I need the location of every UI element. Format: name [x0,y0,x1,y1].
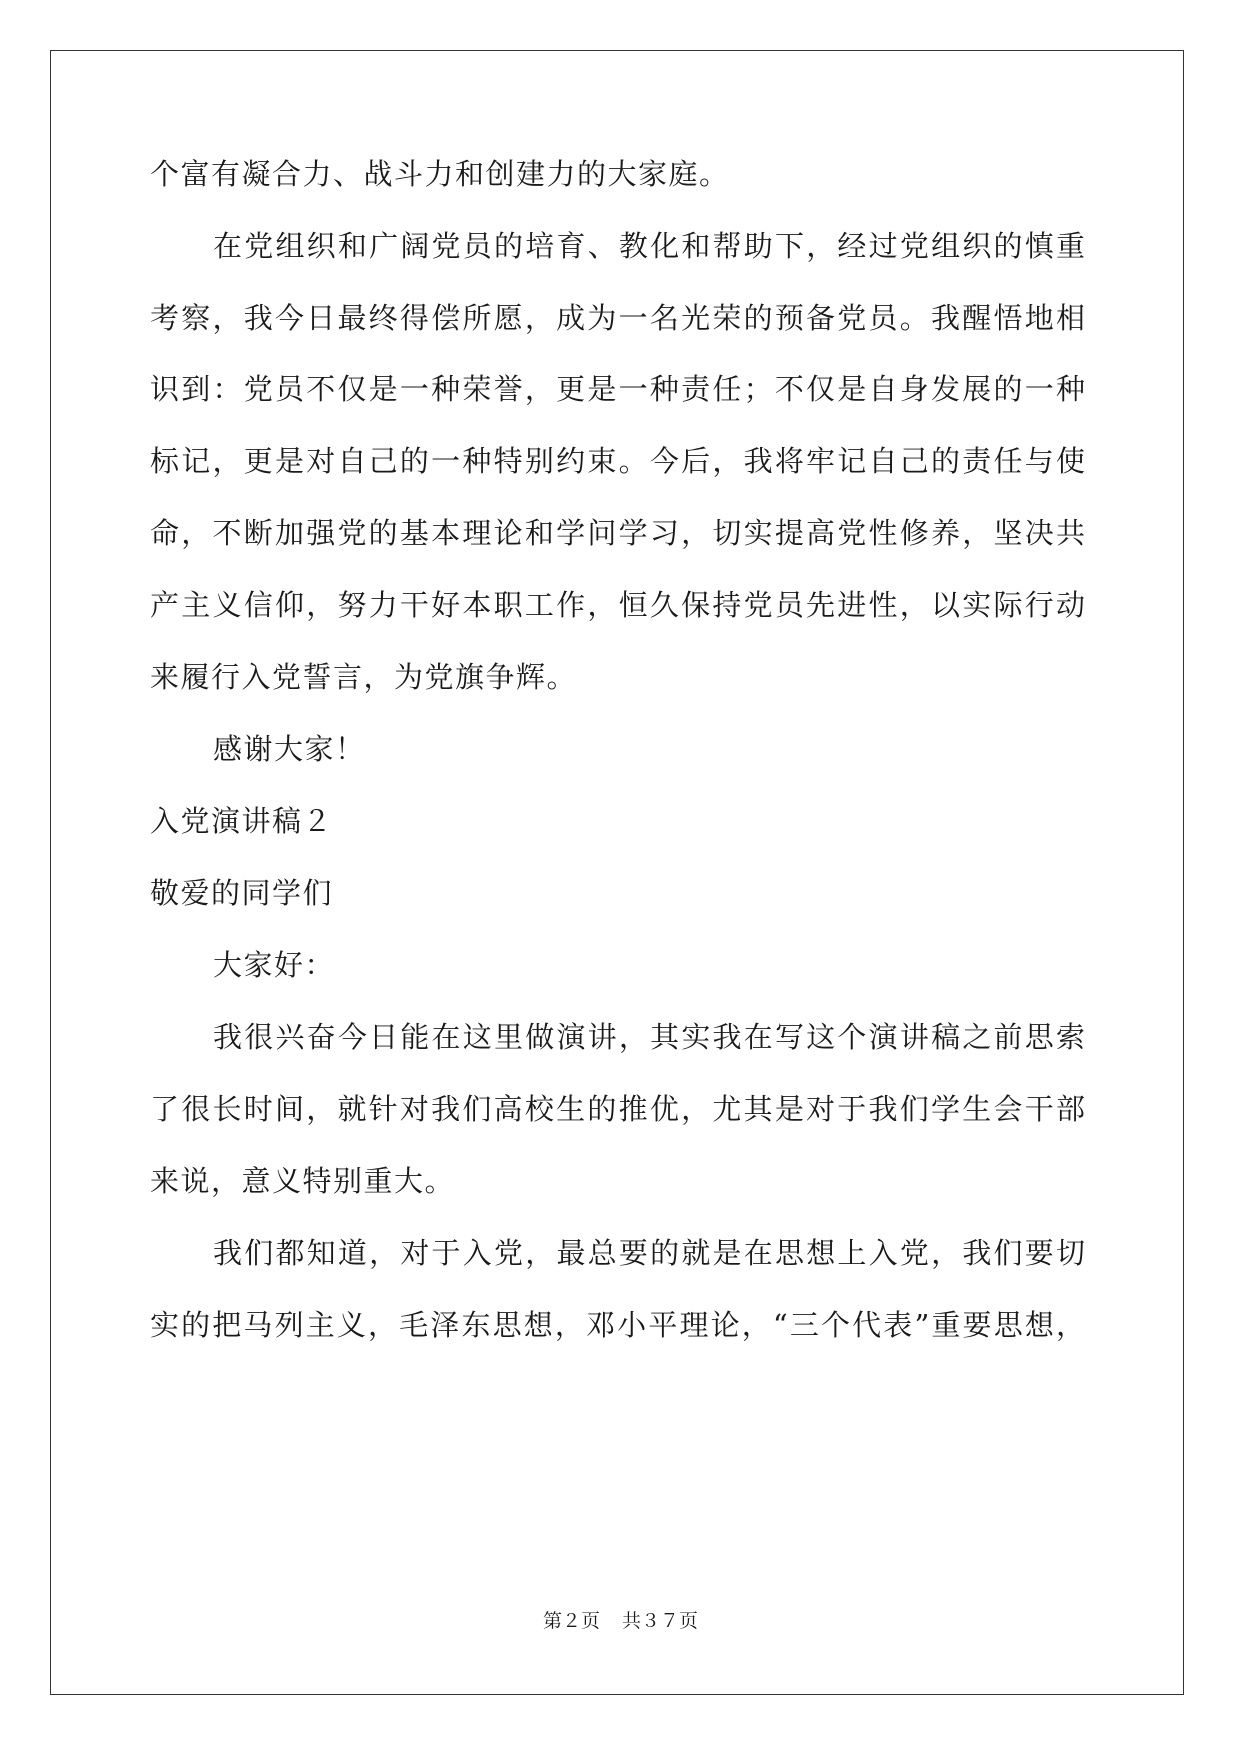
page-number: 第２页 [542,1610,600,1632]
text-line: 来说，意义特别重大。 [150,1164,456,1198]
paragraph-first-line: 在党组织和广阔党员的培育、教化和帮助下，经过党组织的慎重 [213,229,1085,263]
text-line: 产主义信仰，努力干好本职工作，恒久保持党员先进性，以实际行动 [150,588,1085,622]
closing-thanks: 感谢大家！ [213,732,366,766]
paragraph-first-line: 我很兴奋今日能在这里做演讲，其实我在写这个演讲稿之前思索 [213,1020,1085,1054]
text-line: 来履行入党誓言，为党旗争辉。 [150,660,578,694]
text-line: 考察，我今日最终得偿所愿，成为一名光荣的预备党员。我醒悟地相 [150,301,1085,335]
text-line: 个富有凝合力、战斗力和创建力的大家庭。 [150,157,730,191]
page-footer [0,1609,1241,1633]
page-total: 共３７页 [622,1610,699,1632]
text-line: 识到：党员不仅是一种荣誉，更是一种责任；不仅是自身发展的一种 [150,372,1085,406]
text-line: 命，不断加强党的基本理论和学问学习，切实提高党性修养，坚决共 [150,516,1085,550]
section-title: 入党演讲稿２ [150,804,334,838]
greeting: 大家好： [213,948,336,982]
text-line: 了很长时间，就针对我们高校生的推优，尤其是对于我们学生会干部 [150,1092,1085,1126]
paragraph-first-line: 我们都知道，对于入党，最总要的就是在思想上入党，我们要切 [213,1236,1085,1270]
salutation: 敬爱的同学们 [150,876,334,910]
text-line: 标记，更是对自己的一种特别约束。今后，我将牢记自己的责任与使 [150,444,1085,478]
text-line: 实的把马列主义，毛泽东思想，邓小平理论，“三个代表”重要思想， [150,1308,1085,1342]
